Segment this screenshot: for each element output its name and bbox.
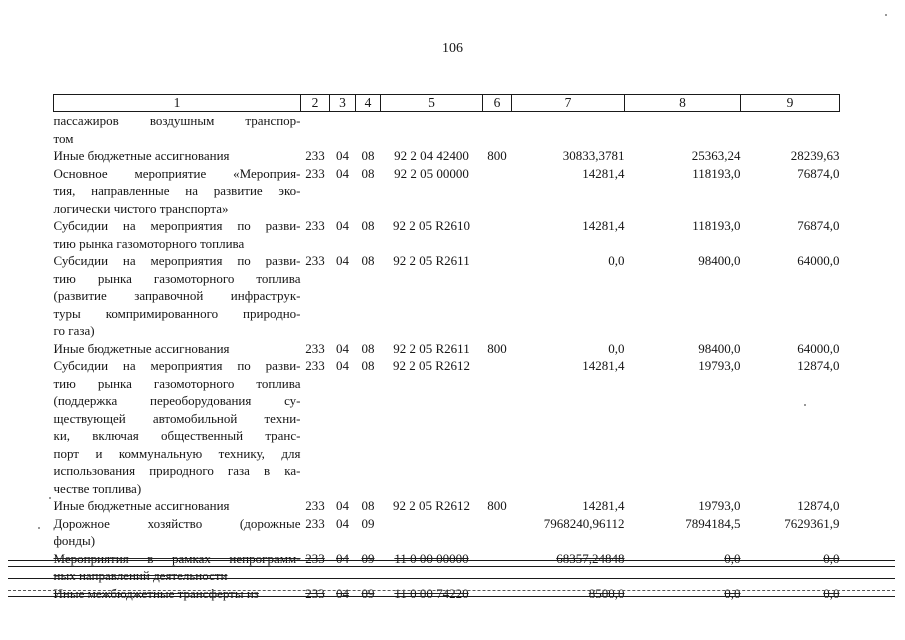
cell-c9: 12874,0 (797, 358, 840, 373)
row-name-line: (поддержка переоборудования су- (53, 393, 301, 408)
cell-c9: 12874,0 (797, 498, 840, 513)
scan-rule (8, 560, 895, 561)
row-name-cell (54, 252, 301, 340)
table-row (54, 515, 840, 550)
scan-rule (8, 566, 895, 567)
cell-c3: 04 (336, 253, 349, 268)
row-name-cell (54, 147, 301, 165)
scan-speck (885, 14, 887, 16)
table-row (54, 497, 840, 515)
cell-c4: 08 (361, 218, 375, 233)
cell-c3: 04 (336, 340, 349, 356)
cell-c6 (483, 217, 512, 252)
cell-c4 (356, 112, 381, 148)
cell-c3: 04 (336, 498, 349, 513)
table-row (54, 252, 840, 340)
cell-c9: 64000,0 (797, 340, 840, 356)
cell-c6 (483, 112, 512, 148)
cell-c5: 92 2 04 42400 (394, 148, 469, 163)
cell-c2: 233 (305, 585, 325, 601)
cell-c2: 233 (305, 358, 325, 373)
row-name-line: Субсидии на мероприятия по разви- (53, 358, 301, 373)
cell-c5: 92 2 05 R2612 (393, 358, 470, 373)
cell-c5: 11 0 00 74220 (394, 585, 469, 601)
cell-c7: 14281,4 (582, 498, 625, 513)
row-name-line: тию рынка газомоторного топлива (53, 270, 301, 286)
row-name-line: пассажиров воздушным транспор- (53, 113, 301, 128)
cell-c2: 233 (305, 148, 325, 163)
table-row (54, 357, 840, 497)
cell-c5: 92 2 05 R2611 (393, 253, 470, 268)
cell-c4: 09 (361, 550, 375, 566)
row-name-cell (54, 112, 301, 148)
scan-speck (804, 404, 806, 406)
row-name-cell (54, 550, 301, 585)
cell-c6 (483, 515, 512, 550)
cell-c3 (330, 112, 356, 148)
cell-c3: 04 (336, 515, 349, 531)
column-number-header (54, 95, 840, 112)
cell-c8 (625, 112, 741, 148)
row-name-line: тия, направленные на развитие эко- (53, 183, 301, 198)
row-name-line: логически чистого транспорта» (53, 200, 229, 216)
cell-c4: 08 (361, 498, 375, 513)
row-name-line: использования природного газа в ка- (53, 463, 301, 478)
row-name-line: ществующей автомобильной техни- (53, 410, 301, 426)
row-name-line: фонды) (53, 533, 96, 548)
cell-c7: 68357,24848 (556, 550, 625, 566)
budget-table (53, 94, 840, 602)
cell-c8: 118193,0 (692, 218, 741, 233)
col-header-8: 8 (625, 95, 741, 112)
cell-c6: 800 (487, 340, 507, 356)
col-header-9: 9 (741, 95, 840, 112)
row-name-line: Субсидии на мероприятия по разви- (53, 253, 301, 268)
scan-rule (8, 578, 895, 579)
scan-rule (8, 596, 895, 597)
cell-c9: 0,0 (823, 550, 840, 566)
cell-c7: 14281,4 (582, 165, 625, 181)
table-row (54, 217, 840, 252)
table-row (54, 147, 840, 165)
col-header-2: 2 (301, 95, 330, 112)
row-name-line: Дорожное хозяйство (дорожные (53, 515, 301, 531)
cell-c4: 08 (361, 165, 375, 181)
cell-c9: 28239,63 (790, 148, 840, 163)
scan-speck (49, 497, 51, 499)
cell-c8: 0,0 (724, 550, 741, 566)
cell-c7: 30833,3781 (562, 148, 625, 163)
cell-c7: 0,0 (608, 253, 625, 268)
cell-c4: 08 (361, 148, 375, 163)
cell-c5 (381, 112, 483, 148)
row-name-line: Мероприятия в рамках непрограмм- (53, 550, 301, 566)
row-name-line: Иные бюджетные ассигнования (53, 498, 230, 513)
page-number: 106 (442, 41, 463, 56)
cell-c2: 233 (305, 218, 325, 233)
table-row (54, 340, 840, 358)
cell-c8: 98400,0 (698, 253, 741, 268)
row-name-cell (54, 515, 301, 550)
row-name-line: честве топлива) (53, 480, 142, 496)
row-name-line: Субсидии на мероприятия по разви- (53, 218, 301, 233)
cell-c6: 800 (487, 148, 507, 163)
cell-c5 (381, 515, 483, 550)
cell-c6 (483, 585, 512, 603)
cell-c5: 11 0 00 00000 (394, 550, 469, 566)
row-name-cell (54, 340, 301, 358)
cell-c2: 233 (305, 165, 325, 181)
col-header-3: 3 (330, 95, 356, 112)
cell-c9: 76874,0 (797, 165, 840, 181)
cell-c3: 04 (336, 358, 349, 373)
cell-c7: 14281,4 (582, 358, 625, 373)
row-name-line: ных направлений деятельности (53, 568, 228, 583)
scan-speck (38, 527, 40, 529)
cell-c4: 09 (361, 585, 375, 601)
cell-c9 (741, 112, 840, 148)
row-name-cell (54, 217, 301, 252)
cell-c8: 118193,0 (692, 165, 741, 181)
table-row (54, 585, 840, 603)
cell-c9: 0,0 (823, 585, 840, 601)
table-body (54, 112, 840, 603)
cell-c6 (483, 357, 512, 497)
cell-c3: 04 (336, 218, 349, 233)
row-name-line: го газа) (53, 323, 95, 338)
cell-c7: 8500,0 (588, 585, 625, 601)
row-name-cell (54, 357, 301, 497)
cell-c6 (483, 550, 512, 585)
row-name-cell (54, 497, 301, 515)
cell-c2: 233 (305, 253, 325, 268)
cell-c8: 25363,24 (691, 148, 741, 163)
row-name-line: тию рынка газомоторного топлива (53, 375, 301, 391)
cell-c7: 7968240,96112 (543, 515, 625, 531)
cell-c6: 800 (487, 498, 507, 513)
cell-c2: 233 (305, 340, 325, 356)
cell-c4: 08 (361, 358, 375, 373)
cell-c6 (483, 165, 512, 218)
cell-c2 (301, 112, 330, 148)
row-name-line: порт и коммунальную технику, для (53, 445, 301, 461)
cell-c2: 233 (305, 550, 325, 566)
col-header-5: 5 (381, 95, 483, 112)
cell-c8: 0,0 (724, 585, 741, 601)
row-name-cell (54, 165, 301, 218)
cell-c4: 08 (361, 253, 375, 268)
row-name-line: тию рынка газомоторного топлива (53, 235, 245, 251)
cell-c7: 0,0 (608, 340, 625, 356)
table-row (54, 550, 840, 585)
row-name-line: туры компримированного природно- (53, 305, 301, 321)
cell-c3: 04 (336, 165, 349, 181)
cell-c4: 09 (361, 515, 375, 531)
cell-c9: 7629361,9 (784, 515, 840, 531)
row-name-line: Иные бюджетные ассигнования (53, 148, 230, 163)
cell-c7: 14281,4 (582, 218, 625, 233)
cell-c5: 92 2 05 00000 (394, 165, 469, 181)
row-name-line: ки, включая общественный транс- (53, 428, 301, 443)
cell-c5: 92 2 05 R2612 (393, 498, 470, 513)
cell-c3: 04 (336, 550, 349, 566)
col-header-4: 4 (356, 95, 381, 112)
row-name-line: (развитие заправочной инфраструк- (53, 288, 301, 303)
cell-c3: 04 (336, 148, 349, 163)
row-name-cell (54, 585, 301, 603)
col-header-1: 1 (54, 95, 301, 112)
table-row (54, 112, 840, 148)
cell-c9: 64000,0 (797, 253, 840, 268)
cell-c7 (512, 112, 625, 148)
cell-c4: 08 (361, 340, 375, 356)
row-name-line: Иные бюджетные ассигнования (53, 340, 230, 356)
cell-c8: 19793,0 (698, 358, 741, 373)
cell-c2: 233 (305, 515, 325, 531)
col-header-7: 7 (512, 95, 625, 112)
cell-c3: 04 (336, 585, 349, 601)
cell-c5: 92 2 05 R2611 (393, 340, 470, 356)
row-name-line: Основное мероприятие «Мероприя- (53, 165, 301, 181)
cell-c6 (483, 252, 512, 340)
cell-c2: 233 (305, 498, 325, 513)
cell-c9: 76874,0 (797, 218, 840, 233)
scan-rule (8, 590, 895, 591)
cell-c5: 92 2 05 R2610 (393, 218, 470, 233)
row-name-line: том (53, 130, 74, 146)
cell-c8: 7894184,5 (685, 515, 741, 531)
row-name-line: Иные межбюджетные трансферты из (53, 585, 259, 601)
col-header-6: 6 (483, 95, 512, 112)
table-row (54, 165, 840, 218)
cell-c8: 19793,0 (698, 498, 741, 513)
cell-c8: 98400,0 (698, 340, 741, 356)
